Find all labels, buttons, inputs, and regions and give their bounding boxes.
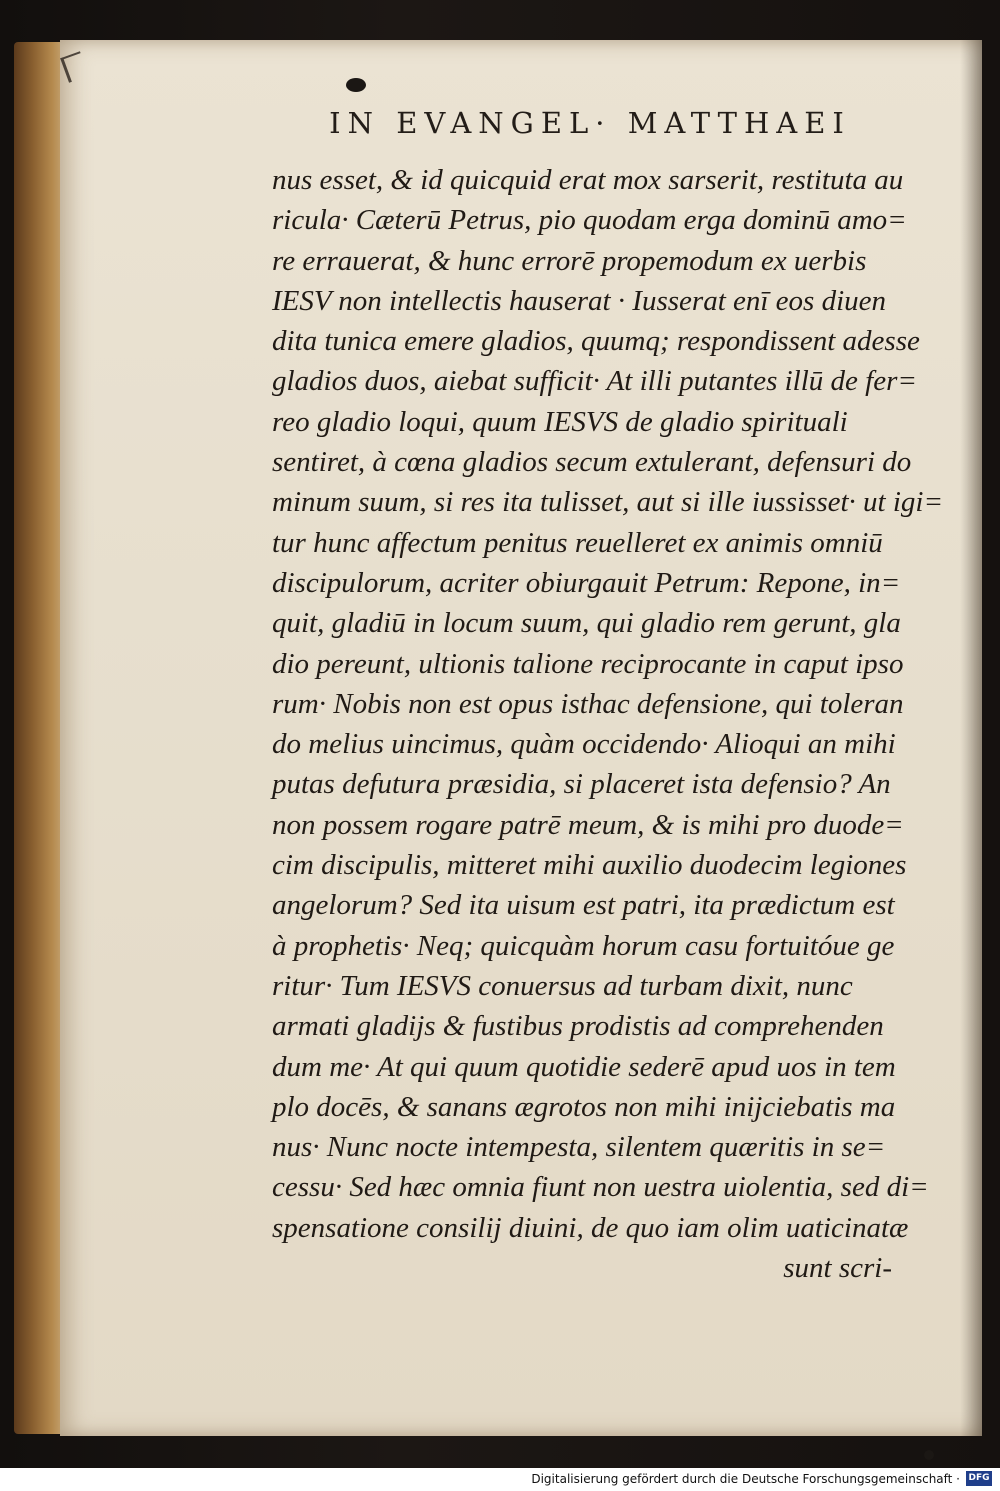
text-line: IESV non intellectis hauserat · Iusserat enī eos diuen [272,284,887,317]
text-line: quit, gladiū in locum suum, qui gladio rem gerunt, gla [272,607,901,640]
text-line: spensatione consilij diuini, de quo iam olim uaticinatæ [272,1211,909,1244]
ink-blot-bottom [924,1450,934,1460]
text-line: dum me· At qui quum quotidie sederē apud uos in tem [272,1050,896,1083]
text-line: à prophetis· Neq; quicquàm horum casu fortuitóue ge [272,929,895,962]
funding-credit: Digitalisierung gefördert durch die Deutsche Forschungsgemeinschaft · [531,1472,960,1486]
text-line: re errauerat, & hunc errorē propemodum ex uerbis [272,244,867,277]
body-text [272,160,944,1288]
text-line: dita tunica emere gladios, quumq; respondissent adesse [272,325,920,358]
text-line: do melius uincimus, quàm occidendo· Alioqui an mihi [272,728,896,761]
ink-blot [346,78,366,92]
text-line: ritur· Tum IESVS conuersus ad turbam dixit, nunc [272,969,853,1002]
text-line: gladios duos, aiebat sufficit· At illi putantes illū de fer= [272,365,917,398]
text-line: putas defutura præsidia, si placeret ista defensio? An [272,768,891,801]
catchword: sunt scri- [783,1252,892,1285]
text-line: armati gladijs & fustibus prodistis ad comprehenden [272,1010,884,1043]
text-line: plo docēs, & sanans ægrotos non mihi inijciebatis ma [272,1090,896,1123]
text-line: angelorum? Sed ita uisum est patri, ita prædictum est [272,889,895,922]
text-line: minum suum, si res ita tulisset, aut si ille iussisset· ut igi= [272,486,944,519]
text-line: rum· Nobis non est opus isthac defensione, qui toleran [272,687,904,720]
running-head: IN EVANGEL· MATTHAEI [329,106,851,140]
text-line: ricula· Cæterū Petrus, pio quodam erga dominū amo= [272,204,907,237]
text-line: discipulorum, acriter obiurgauit Petrum: Repone, in= [272,566,901,599]
text-line: nus esset, & id quicquid erat mox sarserit, restituta au [272,164,904,196]
text-line: sentiret, à cœna gladios secum extulerant, defensuri do [272,446,912,479]
text-line: reo gladio loqui, quum IESVS de gladio spirituali [272,405,848,438]
text-line: tur hunc affectum penitus reuelleret ex animis omniū [272,526,883,559]
text-line: cessu· Sed hæc omnia fiunt non uestra uiolentia, sed di= [272,1171,929,1204]
dfg-logo-icon[interactable]: DFG [966,1471,992,1486]
text-line: dio pereunt, ultionis talione reciprocante in caput ipso [272,647,904,680]
text-line: non possem rogare patrē meum, & is mihi pro duode= [272,808,904,841]
footer-bar [0,1468,1000,1491]
text-line: cim discipulis, mitteret mihi auxilio duodecim legiones [272,849,907,882]
text-line: nus· Nunc nocte intempesta, silentem quæritis in se= [272,1131,886,1164]
